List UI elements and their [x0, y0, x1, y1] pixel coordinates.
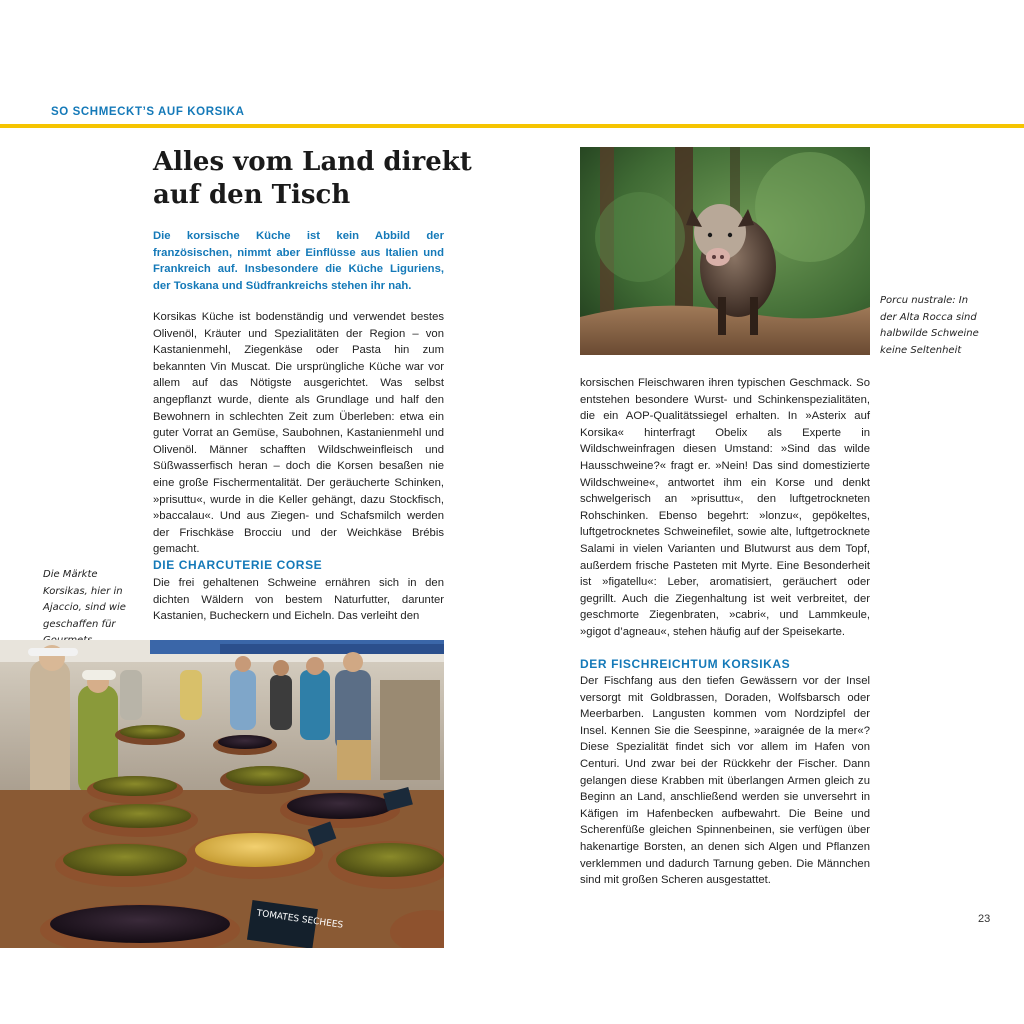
left-column-text-2: [153, 575, 444, 625]
caption-market: Die Märkte Korsikas, hier in Ajaccio, sind wie geschaffen für: [43, 569, 126, 630]
body-paragraph: korsischen Fleischwaren ihren typischen Geschmack. So entstehen besondere Wurst- und Schinkenspezialitäten, die ein AOP-Qualitätssiegel erhalten. In »Asterix auf Korsika« hinterfragt Obelix als Experte in Wildschweinfragen diesen Umstand: »Sind das wilde Hausschweine?« fragt er. »Nein! Das sind domestizierte Wildschweine«, antwortet ihm ein Korse und denkt schwelgerisch an »prisuttu«, den luftgetrockneten Rohschinken. Ebenso begehrt: »lonzu«, gepökeltes, luftgetrocknetes Schweinefilet, sowie alte, luftgetrocknete Salami in vielen Varianten und Blutwurst aus dem Topf, außerdem frische Pasteten mit Myrte. Eine Besonderheit ist »figatellu«: Leber, aromatisiert, geräuchert oder gegrillt. Auch die Ziegenhaltung ist weit verbreitet, der geschmorte Ziegenbraten, »cabri«, und Lammkeule, »gigot d’agneau«, stehen häufig auf der Speisekarte.: [580, 377, 870, 638]
photo-sign-text: TOMATES SECHEES: [255, 908, 344, 931]
article-lead: Die korsische Küche ist kein Abbild der französischen, nimmt aber Einflüsse aus Italien und Frankreich auf. Insbesondere die Küche Liguriens, der Toskana und Südfrankreichs stehen ihr nah.: [153, 230, 444, 292]
body-paragraph: Der Fischfang aus den tiefen Gewässern vor der Insel versorgt mit Goldbrassen, Doraden, Wolfsbarsch oder Meerbarben. Langusten kommen vom Nordzipfel der Insel. Kennen Sie die Seespinne, »araignée de la mer«? Diese Spezialität findet sich vor allem im Hafen von Centuri. Und zwar bei der Rückkehr der Fischer. Dann gelangen diese Krabben mit überlangen Armen gleich zu Beginn an Land, anschließend werden sie unversehrt in Käfigen im Hafenbecken aufbewahrt. Die Beine und Scherenfüße gleichen Spinnenbeinen, sie verfügen über hakenartige Borsten, an denen sich Algen und Pflanzen verklemmen und dadurch Tarnung geben. Die Männchen sind mit großen Scheren ausgestattet.: [580, 675, 870, 887]
subheading-charcuterie: DIE CHARCUTERIE CORSE: [153, 558, 323, 572]
subheading-fischreichtum: DER FISCHREICHTUM KORSIKAS: [580, 657, 791, 671]
page-title: Alles vom Land direkt auf den Tisch: [153, 147, 472, 210]
section-label: SO SCHMECKT’S AUF KORSIKA: [51, 106, 245, 118]
page-number: 23: [978, 913, 991, 925]
left-column-text: [153, 309, 444, 558]
market-photo: [0, 640, 444, 948]
boar-photo: [580, 147, 870, 355]
caption-boar: Porcu nustrale: In der Alta Rocca sind halbwilde Schweine keine Seltenheit: [880, 295, 979, 356]
header-rule: [0, 124, 1024, 128]
body-paragraph: Die frei gehaltenen Schweine ernähren sich in den dichten Wäldern von bestem Naturfutter, darunter Kastanien, Bucheckern und Eicheln. Das verleiht den: [153, 577, 444, 623]
right-column-text: [580, 375, 870, 641]
right-column-text-2: [580, 673, 870, 889]
body-paragraph: Korsikas Küche ist bodenständig und verwendet bestes Olivenöl, Kräuter und Spezialitäten der Region – von Kastanienmehl, Ziegenkäse oder Pasta hin zum bekannten Vin Muscat. Die ursprüngliche Küche war vor allem auf das Nötigste ausgerichtet. Was selbst angepflanzt wurde, diente als Grundlage und half den Bewohnern in schlechten Zeit zum Überleben: etwa ein guter Vorrat an Gemüse, Saubohnen, Kastanienmehl und Olivenöl. Männer schafften Wildschweinfleisch und Süßwasserfisch heran – doch die Korsen besaßen nie eine große Fischermentalität. Der geräucherte Schinken, »prisuttu«, wurde in die Keller gehängt, dazu Stockfisch, »baccalau«. Und aus Ziegen- und Schafsmilch werden der Frischkäse Brocciu und der Weichkäse Brébis gemacht.: [153, 311, 444, 556]
